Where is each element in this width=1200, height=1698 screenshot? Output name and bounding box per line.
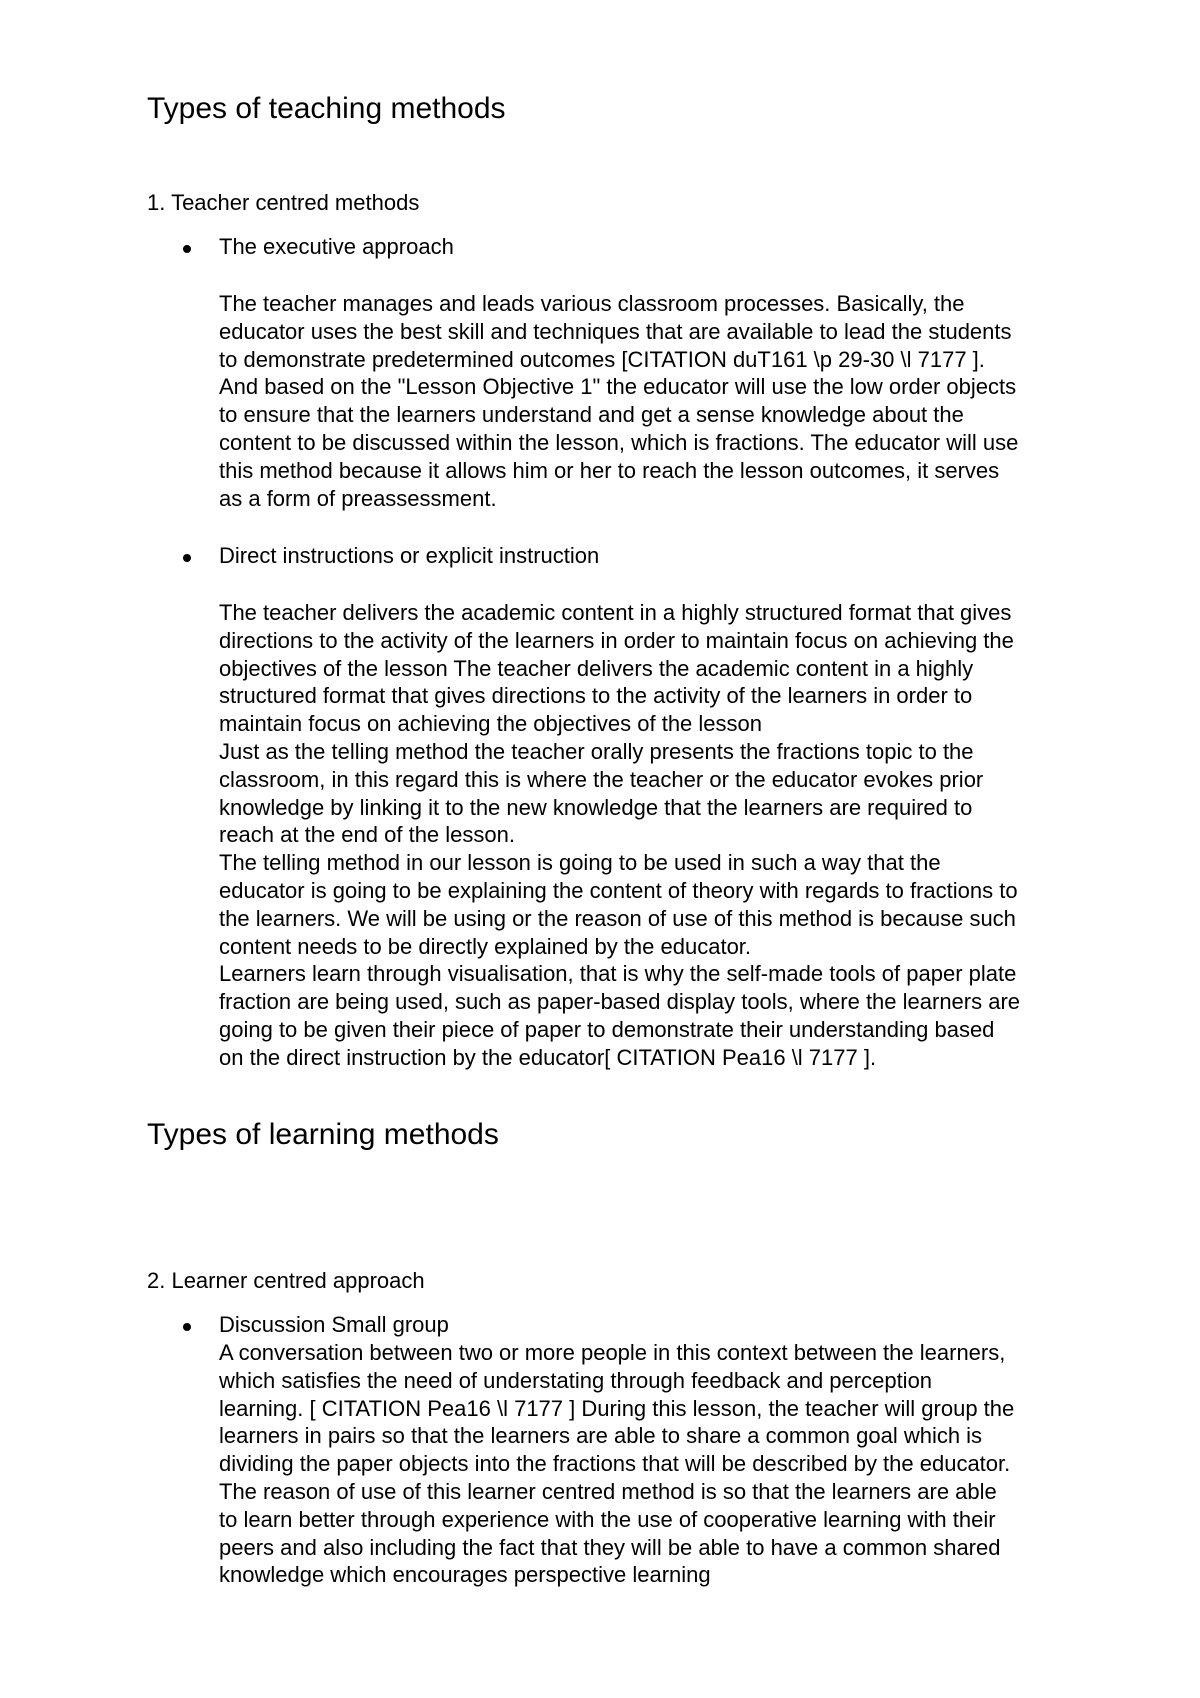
text-line: fraction are being used, such as paper-based display tools, where the learners are <box>219 989 1021 1015</box>
bullet-dot <box>183 1323 191 1331</box>
text-line: to demonstrate predetermined outcomes [CITATION duT161 \p 29-30 \l 7177 ]. <box>219 346 985 372</box>
text-line: The telling method in our lesson is going to be used in such a way that the <box>219 850 941 876</box>
heading-teaching-methods: Types of teaching methods <box>147 92 506 125</box>
text-line: dividing the paper objects into the fractions that will be described by the educator. <box>219 1451 1011 1477</box>
text-line: the learners. We will be using or the reason of use of this method is because such <box>219 905 1016 931</box>
text-line: content needs to be directly explained by the educator. <box>219 933 752 959</box>
text-line: going to be given their piece of paper to demonstrate their understanding based <box>219 1016 995 1042</box>
bullet-label: The executive approach <box>219 234 454 259</box>
paragraph-executive-approach <box>219 290 1104 512</box>
text-line: to ensure that the learners understand and get a sense knowledge about the <box>219 402 964 428</box>
text-line: which satisfies the need of understating through feedback and perception <box>219 1367 933 1393</box>
text-line: knowledge by linking it to the new knowledge that the learners are required to <box>219 794 973 820</box>
bullet-dot <box>183 245 191 253</box>
heading-learning-methods: Types of learning methods <box>147 1118 499 1151</box>
text-line: learning. [ CITATION Pea16 \l 7177 ] During this lesson, the teacher will group the <box>219 1395 1015 1421</box>
bullet-label: Discussion Small group <box>219 1312 449 1337</box>
text-line: directions to the activity of the learners in order to maintain focus on achieving the <box>219 627 1014 653</box>
text-line: educator uses the best skill and techniques that are available to lead the students <box>219 318 1012 344</box>
text-line: Just as the telling method the teacher orally presents the fractions topic to the <box>219 738 974 764</box>
bullet-discussion-small-group <box>147 1311 1107 1339</box>
text-line: educator is going to be explaining the content of theory with regards to fractions to <box>219 877 1018 903</box>
text-line: to learn better through experience with the use of cooperative learning with their <box>219 1506 996 1532</box>
text-line: reach at the end of the lesson. <box>219 822 515 848</box>
text-line: The teacher delivers the academic content in a highly structured format that gives <box>219 600 1012 625</box>
bullet-direct-instruction <box>147 542 1107 570</box>
text-line: as a form of preassessment. <box>219 485 497 511</box>
text-line: knowledge which encourages perspective learning <box>219 1562 711 1588</box>
text-line: And based on the "Lesson Objective 1" the educator will use the low order objects <box>219 374 1017 400</box>
paragraph-discussion-small-group <box>219 1339 1104 1589</box>
text-line: objectives of the lesson The teacher delivers the academic content in a highly <box>219 655 974 681</box>
paragraph-direct-instruction <box>219 599 1104 1072</box>
text-line: content to be discussed within the lesson, which is fractions. The educator will use <box>219 429 1019 455</box>
text-line: structured format that gives directions to the activity of the learners in order to <box>219 683 973 709</box>
text-line: on the direct instruction by the educator[ CITATION Pea16 \l 7177 ]. <box>219 1044 877 1070</box>
section-learner-centred-title: 2. Learner centred approach <box>147 1268 425 1293</box>
bullet-label: Direct instructions or explicit instruction <box>219 543 600 568</box>
section-teacher-centred-title: 1. Teacher centred methods <box>147 190 420 215</box>
text-line: The teacher manages and leads various classroom processes. Basically, the <box>219 291 965 316</box>
text-line: A conversation between two or more people in this context between the learners, <box>219 1340 1006 1365</box>
bullet-executive-approach <box>147 233 1107 261</box>
text-line: classroom, in this regard this is where the teacher or the educator evokes prior <box>219 766 984 792</box>
text-line: The reason of use of this learner centred method is so that the learners are able <box>219 1478 997 1504</box>
bullet-dot <box>183 554 191 562</box>
text-line: learners in pairs so that the learners are able to share a common goal which is <box>219 1423 983 1449</box>
text-line: peers and also including the fact that they will be able to have a common shared <box>219 1534 1001 1560</box>
text-line: maintain focus on achieving the objectives of the lesson <box>219 711 762 737</box>
text-line: Learners learn through visualisation, that is why the self-made tools of paper plate <box>219 961 1017 987</box>
text-line: this method because it allows him or her to reach the lesson outcomes, it serves <box>219 457 1000 483</box>
